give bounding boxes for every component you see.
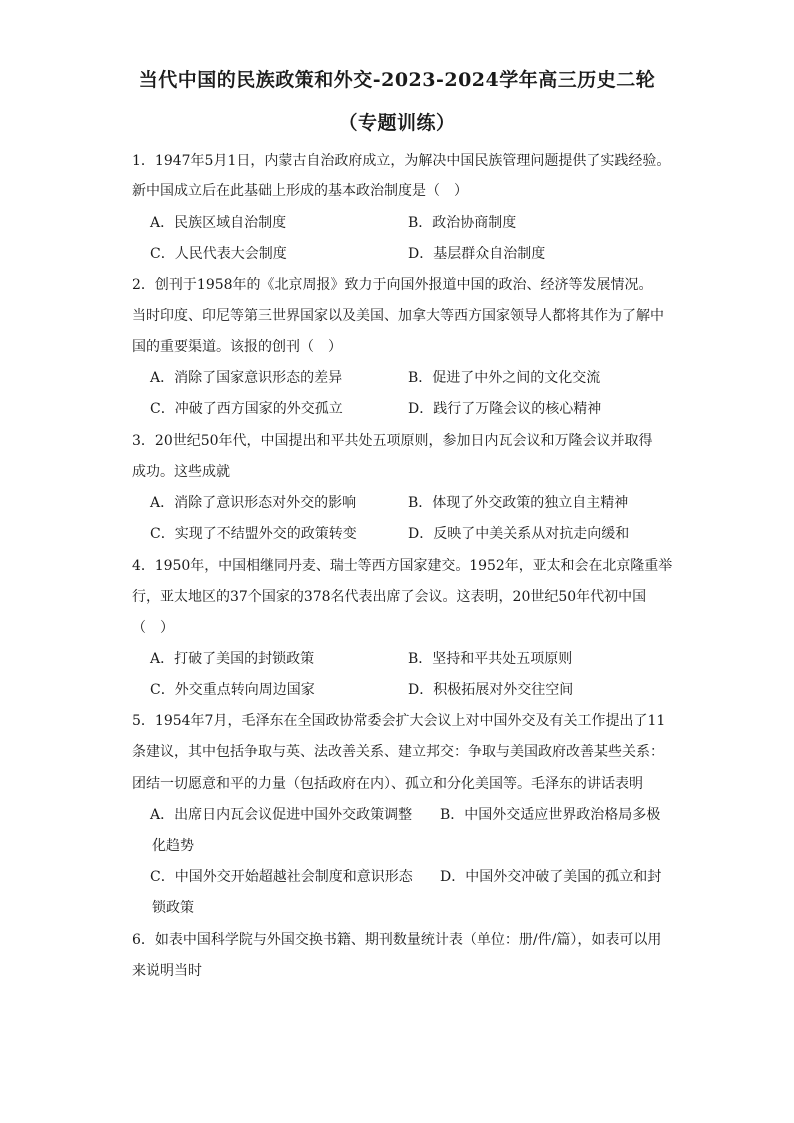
q6-stem-line1: 6．如表中国科学院与外国交换书籍、期刊数量统计表（单位：册/件/篇），如表可以用 bbox=[132, 932, 662, 948]
q4-option-a: A．打破了美国的封锁政策 bbox=[150, 651, 315, 667]
q5-option-b: B．中国外交适应世界政治格局多极 bbox=[440, 807, 661, 823]
q3-stem-line2: 成功。这些成就 bbox=[132, 464, 230, 480]
q1-option-d: D．基层群众自治制度 bbox=[408, 246, 546, 262]
q1-stem-line2: 新中国成立后在此基础上形成的基本政治制度是（ ） bbox=[132, 183, 468, 199]
q3-option-d: D．反映了中美关系从对抗走向缓和 bbox=[408, 526, 630, 542]
q2-option-a: A．消除了国家意识形态的差异 bbox=[150, 370, 343, 386]
q5-option-a: A．出席日内瓦会议促进中国外交政策调整 bbox=[150, 807, 413, 823]
q4-stem-line2: 行，亚太地区的37个国家的378名代表出席了会议。这表明，20世纪50年代初中国 bbox=[132, 589, 647, 605]
q4-option-d: D．积极拓展对外交往空间 bbox=[408, 682, 574, 698]
q4-stem-line1: 4．1950年，中国相继同丹麦、瑞士等西方国家建交。1952年，亚太和会在北京隆重举 bbox=[132, 558, 673, 574]
q4-stem-line3: （ ） bbox=[132, 620, 174, 636]
q2-option-d: D．践行了万隆会议的核心精神 bbox=[408, 401, 602, 417]
q2-option-b: B．促进了中外之间的文化交流 bbox=[408, 370, 601, 386]
q1-stem-line1: 1．1947年5月1日，内蒙古自治政府成立，为解决中国民族管理问题提供了实践经验。 bbox=[132, 153, 671, 169]
q1-option-a: A．民族区域自治制度 bbox=[150, 215, 287, 231]
q1-option-b: B．政治协商制度 bbox=[408, 215, 517, 231]
q4-option-c: C．外交重点转向周边国家 bbox=[150, 682, 315, 698]
q5-option-d: D．中国外交冲破了美国的孤立和封 bbox=[440, 869, 662, 885]
q3-stem-line1: 3．20世纪50年代，中国提出和平共处五项原则，参加日内瓦会议和万隆会议并取得 bbox=[132, 433, 653, 449]
q5-stem-line2: 条建议，其中包括争取与英、法改善关系、建立邦交：争取与美国政府改善某些关系： bbox=[132, 744, 664, 760]
q5-stem-line1: 5．1954年7月，毛泽东在全国政协常委会扩大会议上对中国外交及有关工作提出了11 bbox=[132, 713, 666, 729]
q3-option-b: B．体现了外交政策的独立自主精神 bbox=[408, 495, 629, 511]
q5-stem-line3: 团结一切愿意和平的力量（包括政府在内）、孤立和分化美国等。毛泽东的讲话表明 bbox=[132, 776, 643, 792]
q2-stem-line2: 当时印度、印尼等第三世界国家以及美国、加拿大等西方国家领导人都将其作为了解中 bbox=[132, 308, 664, 324]
q2-option-c: C．冲破了西方国家的外交孤立 bbox=[150, 401, 343, 417]
doc-title-line2: （专题训练） bbox=[338, 112, 456, 134]
q1-option-c: C．人民代表大会制度 bbox=[150, 246, 287, 262]
q5-option-c: C．中国外交开始超越社会制度和意识形态 bbox=[150, 869, 413, 885]
q2-stem-line1: 2．创刊于1958年的《北京周报》致力于向国外报道中国的政治、经济等发展情况。 bbox=[132, 277, 653, 293]
q5-option-d-continued: 锁政策 bbox=[152, 900, 194, 916]
q3-option-a: A．消除了意识形态对外交的影响 bbox=[150, 495, 357, 511]
q5-option-b-continued: 化趋势 bbox=[152, 838, 194, 854]
q3-option-c: C．实现了不结盟外交的政策转变 bbox=[150, 526, 357, 542]
q2-stem-line3: 国的重要渠道。该报的创刊（ ） bbox=[132, 339, 342, 355]
q6-stem-line2: 来说明当时 bbox=[132, 963, 202, 979]
doc-title-line1: 当代中国的民族政策和外交-2023-2024学年高三历史二轮 bbox=[138, 69, 656, 91]
q4-option-b: B．坚持和平共处五项原则 bbox=[408, 651, 573, 667]
